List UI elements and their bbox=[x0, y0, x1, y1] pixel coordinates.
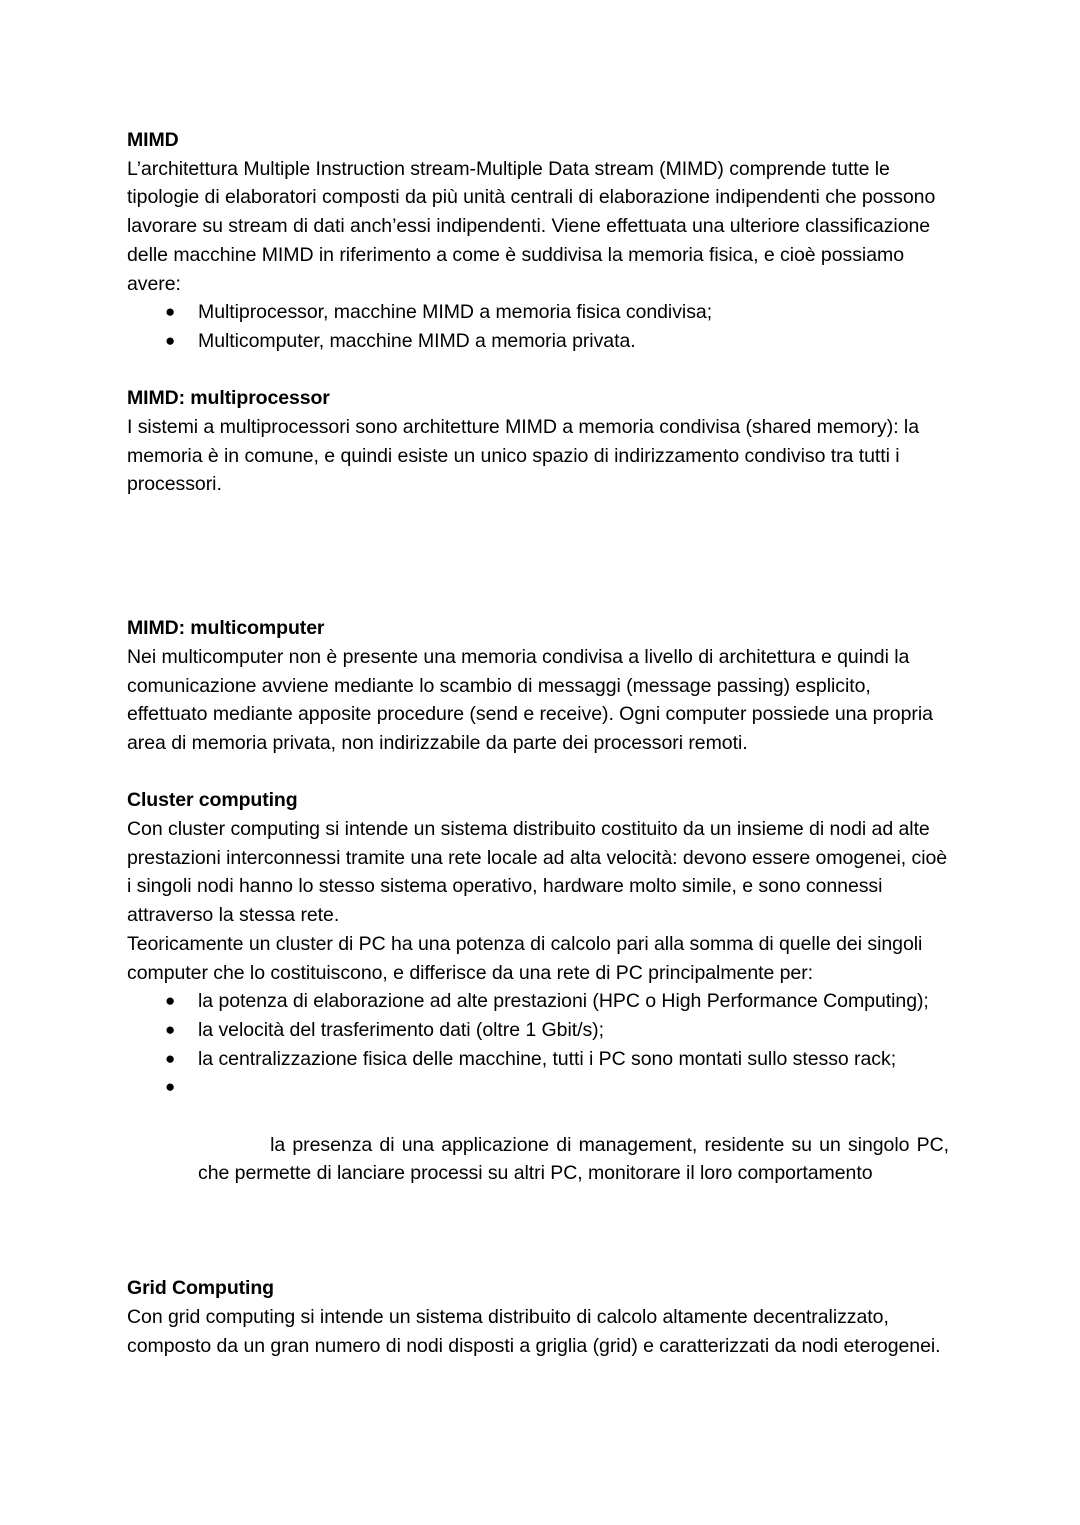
section-heading-mimd-multiprocessor: MIMD: multiprocessor bbox=[127, 387, 330, 410]
section-mimd-multicomputer bbox=[127, 614, 949, 758]
section-mimd bbox=[127, 126, 949, 356]
bullet-list-cluster bbox=[127, 987, 960, 1245]
list-item-text: la presenza di una applicazione di management, residente su un singolo PC, che permette di lanciare processi su altri PC, monitorare il loro comportamento bbox=[198, 1133, 960, 1185]
list-item bbox=[127, 1045, 949, 1074]
section-spacer bbox=[127, 758, 949, 787]
section-paragraph-cluster-1: Con cluster computing si intende un sistema distribuito costituito da un insieme di nodi ad alte prestazioni interconnessi tramite una rete locale ad alta velocità: devono essere omogenei, cioè i singoli nodi hanno lo stesso sistema operativo, hardware molto simile, e sono connessi attraverso la stessa rete. bbox=[127, 818, 948, 927]
list-item-text: la potenza di elaborazione ad alte prestazioni (HPC o High Performance Computing); bbox=[198, 990, 929, 1013]
list-item bbox=[127, 987, 949, 1016]
list-item-text: Multicomputer, macchine MIMD a memoria privata. bbox=[198, 329, 636, 352]
bullet-dot-icon: ● bbox=[165, 991, 176, 1011]
list-item bbox=[127, 1016, 949, 1045]
list-item bbox=[127, 1073, 960, 1245]
list-item bbox=[127, 327, 949, 356]
section-heading-mimd-multicomputer: MIMD: multicomputer bbox=[127, 617, 325, 640]
section-heading-mimd: MIMD bbox=[127, 129, 179, 151]
bullet-list-mimd bbox=[127, 298, 949, 355]
bullet-dot-icon: ● bbox=[165, 1019, 176, 1039]
list-item-text: Multiprocessor, macchine MIMD a memoria fisica condivisa; bbox=[198, 301, 713, 324]
section-mimd-multiprocessor bbox=[127, 384, 949, 499]
section-paragraph-mimd-multicomputer-1: Nei multicomputer non è presente una memoria condivisa a livello di architettura e quindi la comunicazione avviene mediante lo scambio di messaggi (message passing) esplicito, effettuato mediante apposite procedure (send e receive). Ogni computer possiede una propria area di memoria privata, non indirizzabile da parte dei processori remoti. bbox=[127, 645, 933, 754]
section-spacer bbox=[127, 356, 949, 385]
section-heading-cluster-computing: Cluster computing bbox=[127, 789, 298, 812]
section-grid-computing bbox=[127, 1274, 949, 1360]
section-paragraph-cluster-2: Teoricamente un cluster di PC ha una potenza di calcolo pari alla somma di quelle dei singoli computer che lo costituiscono, e differisce da una rete di PC principalmente per: bbox=[127, 932, 923, 984]
document-body bbox=[127, 126, 960, 1360]
list-item bbox=[127, 298, 949, 327]
list-item-text: la velocità del trasferimento dati (oltre 1 Gbit/s); bbox=[198, 1018, 604, 1041]
section-paragraph-mimd-multiprocessor-1: I sistemi a multiprocessori sono architetture MIMD a memoria condivisa (shared memory): la memoria è in comune, e quindi esiste un unico spazio di indirizzamento condiviso tra tutti i processori. bbox=[127, 416, 920, 496]
section-spacer bbox=[127, 1246, 949, 1275]
list-item-text: la centralizzazione fisica delle macchine, tutti i PC sono montati sullo stesso rack; bbox=[198, 1047, 897, 1070]
bullet-dot-icon: ● bbox=[165, 1048, 176, 1068]
section-cluster-computing bbox=[127, 786, 960, 1245]
section-paragraph-mimd-1: L’architettura Multiple Instruction stream-Multiple Data stream (MIMD) comprende tutte le tipologie di elaboratori composti da più unità centrali di elaborazione indipendenti che possono lavorare su stream di dati anch’essi indipendenti. Viene effettuata una ulteriore classificazione delle macchine MIMD in riferimento a come è suddivisa la memoria fisica, e cioè possiamo avere: bbox=[127, 157, 936, 295]
bullet-dot-icon: ● bbox=[165, 330, 176, 350]
section-heading-grid-computing: Grid Computing bbox=[127, 1277, 274, 1300]
section-paragraph-grid-1: Con grid computing si intende un sistema distribuito di calcolo altamente decentralizzato, composto da un gran numero di nodi disposti a griglia (grid) e caratterizzati da nodi eterogenei. bbox=[127, 1305, 941, 1357]
bullet-dot-icon: ● bbox=[165, 302, 176, 322]
section-spacer-large bbox=[127, 499, 949, 614]
bullet-dot-icon: ● bbox=[165, 1077, 176, 1097]
